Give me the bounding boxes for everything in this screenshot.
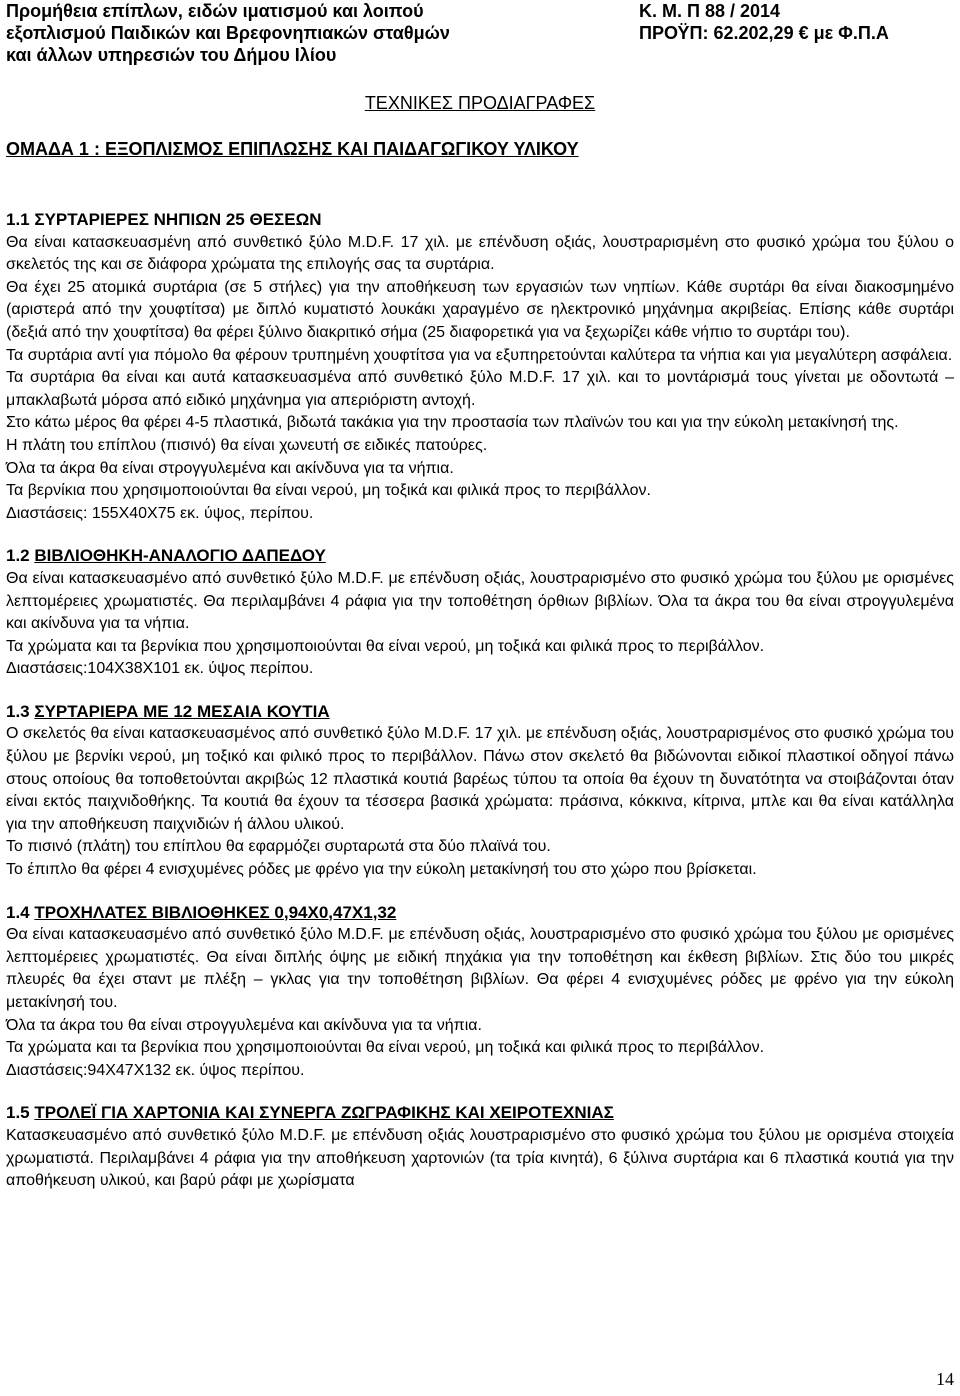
- section-paragraph: Τα συρτάρια θα είναι και αυτά κατασκευασμένα από συνθετικό ξύλο M.D.F. 17 χιλ. και το μοντάρισμά τους γίνεται με οδοντωτά – μπακλαβωτά μόρσα από ειδικό μηχάνημα για απεριόριστη αντοχή.: [6, 369, 954, 409]
- section-heading: ΤΡΟΧΗΛΑΤΕΣ ΒΙΒΛΙΟΘΗΚΕΣ 0,94Χ0,47Χ1,32: [34, 902, 397, 922]
- section-number: 1.1: [6, 210, 30, 229]
- section-title: [6, 545, 954, 568]
- section-paragraph: Το πισινό (πλάτη) του επίπλου θα εφαρμόζει συρταρωτά στα δύο πλαϊνά του.: [6, 838, 551, 856]
- section-paragraph: Στο κάτω μέρος θα φέρει 4-5 πλαστικά, βιδωτά τακάκια για την προστασία των πλαϊνών του και για την εύκολη μετακίνησή της.: [6, 414, 899, 432]
- section-paragraph: Θα έχει 25 ατομικά συρτάρια (σε 5 στήλες) για την αποθήκευση των εργασιών των νηπίων. Κάθε συρτάρι θα είναι διακοσμημένο (αριστερά από την χουφτίτσα) με διπλό κυματιστό λουκάκι χαραγμένο σε ηλεκτρονικό μηχάνημα ακριβείας. Επίσης κάθε συρτάρι (δεξιά από την χουφτίτσα) θα φέρει ξύλινο διακριτικό σήμα (25 διαφορετικά για να ξεχωρίζει κάθε νήπιο το συρτάρι του).: [6, 278, 954, 341]
- section-heading: ΣΥΡΤΑΡΙΕΡΕΣ ΝΗΠΙΩΝ 25 ΘΕΣΕΩΝ: [34, 210, 322, 229]
- section-paragraph: Τα χρώματα και τα βερνίκια που χρησιμοποιούνται θα είναι νερού, μη τοξικά και φιλικά προς το περιβάλλον.: [6, 637, 765, 655]
- section-paragraph: Θα είναι κατασκευασμένο από συνθετικό ξύλο M.D.F. με επένδυση οξιάς, λουστραρισμένο στο φυσικό χρώμα του ξύλου με ορισμένες λεπτομέρειες χρωματιστές. Θα είναι διπλής όψης με ειδική πηχάκια για την τοποθέτηση και έκθεση βιβλίων. Στις δύο του μικρές πλευρές θα έχει σταντ με πλέξη – γκλας για την τοποθέτηση βιβλίων. Θα φέρει 4 ενισχυμένες ρόδες με φρένο για την εύκολη μετακίνησή του.: [6, 926, 954, 1011]
- section-1-1: [6, 209, 954, 525]
- header-left-line-3: και άλλων υπηρεσιών του Δήμου Ιλίου: [6, 45, 337, 65]
- section-number: 1.5: [6, 1103, 30, 1123]
- section-1-5: [6, 1102, 954, 1192]
- section-paragraph: Διαστάσεις:94Χ47Χ132 εκ. ύψος περίπου.: [6, 1061, 305, 1079]
- section-paragraph: Τα βερνίκια που χρησιμοποιούνται θα είναι νερού, μη τοξικά και φιλικά προς το περιβάλλον.: [6, 482, 651, 500]
- section-title: [6, 209, 954, 232]
- group-title: ΟΜΑΔΑ 1 : ΕΞΟΠΛΙΣΜΟΣ ΕΠΙΠΛΩΣΗΣ ΚΑΙ ΠΑΙΔΑΓΩΓΙΚΟΥ ΥΛΙΚΟΥ: [6, 139, 579, 159]
- header-left-line-2: εξοπλισμού Παιδικών και Βρεφονηπιακών σταθμών: [6, 23, 450, 43]
- section-heading: ΒΙΒΛΙΟΘΗΚΗ-ΑΝΑΛΟΓΙΟ ΔΑΠΕΔΟΥ: [34, 546, 326, 566]
- section-paragraph: Ο σκελετός θα είναι κατασκευασμένος από συνθετικό ξύλο M.D.F. 17 χιλ. με επένδυση οξιάς, λουστραρισμένος στο φυσικό χρώμα του ξύλου με βερνίκι νερού, μη τοξικό και φιλικό προς το περιβάλλον. Πάνω στον σκελετό θα βιδώνονται ειδικοί πλαστικοί οδηγοί πάνω στους οποίους θα τοποθετούνται ακριβώς 12 πλαστικά κουτιά βαρέως τύπου τα οποία θα έχουν τη δυνατότητα να στοιβάζονται όταν είναι εκτός παιχνιδοθήκης. Τα κουτιά θα έχουν τα τέσσερα βασικά χρώματα: πράσινα, κόκκινα, κίτρινα, μπλε και θα είναι κατάλληλα για την αποθήκευση παιχνιδιών ή άλλου υλικού.: [6, 725, 954, 833]
- section-paragraph: Κατασκευασμένο από συνθετικό ξύλο M.D.F. με επένδυση οξιάς λουστραρισμένο στο φυσικό χρώμα του ξύλου με ορισμένα στοιχεία χρωματιστά. Περιλαμβάνει 4 ράφια για την αποθήκευση χαρτονιών (τα τρία κινητά), 6 ξύλινα συρτάρια και 6 πλαστικά κουτιά για την αποθήκευση υλικού, και βαρύ ράφι με χωρίσματα: [6, 1126, 954, 1190]
- section-paragraph: Διαστάσεις:104Χ38Χ101 εκ. ύψος περίπου.: [6, 660, 314, 678]
- section-paragraph: Τα χρώματα και τα βερνίκια που χρησιμοποιούνται θα είναι νερού, μη τοξικά και φιλικά προς το περιβάλλον.: [6, 1039, 765, 1057]
- section-paragraph: Θα είναι κατασκευασμένο από συνθετικό ξύλο M.D.F. με επένδυση οξιάς, λουστραρισμένο στο φυσικό χρώμα του ξύλου με ορισμένες λεπτομέρειες χρωματιστές. Θα περιλαμβάνει 4 ράφια για την τοποθέτηση όρθιων βιβλίων. Όλα τα άκρα του θα είναι στρογγυλεμένα και ακίνδυνα για τα νήπια.: [6, 569, 954, 633]
- header-left-line-1: Προμήθεια επίπλων, ειδών ιματισμού και λοιπού: [6, 1, 424, 21]
- section-paragraph: Όλα τα άκρα θα είναι στρογγυλεμένα και ακίνδυνα για τα νήπια.: [6, 459, 454, 477]
- section-title: [6, 1102, 954, 1125]
- section-paragraph: Η πλάτη του επίπλου (πισινό) θα είναι χωνευτή σε ειδικές πατούρες.: [6, 436, 488, 454]
- section-paragraph: Θα είναι κατασκευασμένη από συνθετικό ξύλο M.D.F. 17 χιλ. με επένδυση οξιάς, λουστραρισμένη στο φυσικό χρώμα του ξύλου ο σκελετός της και σε διάφορα χρώματα της επιλογής σας τα συρτάρια.: [6, 233, 954, 274]
- section-number: 1.3: [6, 701, 30, 721]
- technical-specs-title: ΤΕΧΝΙΚΕΣ ΠΡΟΔΙΑΓΡΑΦΕΣ: [364, 93, 596, 113]
- section-paragraph: Όλα τα άκρα του θα είναι στρογγυλεμένα και ακίνδυνα για τα νήπια.: [6, 1016, 482, 1034]
- section-title: [6, 902, 954, 925]
- section-paragraph: Διαστάσεις: 155Χ40Χ75 εκ. ύψος, περίπου.: [6, 504, 314, 522]
- page-number: 14: [936, 1369, 954, 1389]
- section-number: 1.4: [6, 902, 30, 922]
- document-header: [6, 0, 954, 70]
- section-title: [6, 701, 954, 724]
- document-page: [6, 0, 954, 1190]
- section-number: 1.2: [6, 546, 30, 566]
- section-paragraph: Τα συρτάρια αντί για πόμολο θα φέρουν τρυπημένη χουφτίτσα για να εξυπηρετούνται καλύτερα τα νήπια και για μεγαλύτερη ασφάλεια.: [6, 346, 953, 364]
- header-right-line-2: ΠΡΟΫΠ: 62.202,29 € με Φ.Π.Α: [639, 23, 889, 43]
- section-heading: ΣΥΡΤΑΡΙΕΡΑ ΜΕ 12 ΜΕΣΑΙΑ ΚΟΥΤΙΑ: [34, 701, 330, 721]
- section-paragraph: Το έπιπλο θα φέρει 4 ενισχυμένες ρόδες με φρένο για την εύκολη μετακίνησή του στο χώρο που βρίσκεται.: [6, 861, 757, 879]
- section-heading: ΤΡΟΛΕΪ ΓΙΑ ΧΑΡΤΟΝΙΑ ΚΑΙ ΣΥΝΕΡΓΑ ΖΩΓΡΑΦΙΚΗΣ ΚΑΙ ΧΕΙΡΟΤΕΧΝΙΑΣ: [34, 1103, 614, 1123]
- section-1-3: [6, 701, 954, 882]
- section-1-2: [6, 545, 954, 681]
- sections-container: [6, 209, 954, 1213]
- header-right-line-1: Κ. Μ. Π 88 / 2014: [639, 1, 781, 21]
- section-1-4: [6, 902, 954, 1083]
